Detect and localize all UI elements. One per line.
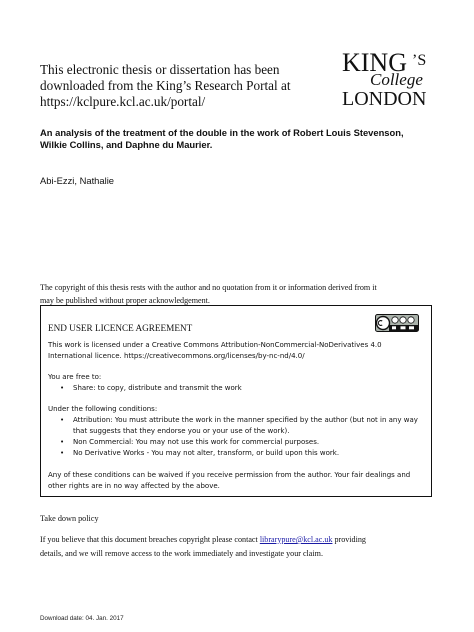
bullet-icon: •	[60, 438, 65, 446]
bullet-icon: •	[60, 384, 65, 392]
portal-notice-line: downloaded from the King’s Research Portal at	[40, 78, 291, 93]
copyright-line: The copyright of this thesis rests with the author and no quotation from it or information derived from it	[40, 283, 377, 292]
bullet-icon: •	[60, 449, 65, 457]
waiver-line: other rights are in no way affected by the above.	[48, 482, 220, 490]
kcl-logo-icon	[340, 47, 440, 111]
licence-title: END USER LICENCE AGREEMENT	[48, 323, 193, 333]
portal-notice-line: This electronic thesis or dissertation has been	[40, 62, 280, 77]
logo-apostrophe-s-text: ’S	[412, 52, 427, 69]
takedown-heading: Take down policy	[40, 514, 99, 523]
contact-email-link[interactable]: librarypure@kcl.ac.uk	[259, 535, 333, 544]
copyright-statement	[40, 281, 440, 307]
free-to-heading: You are free to:	[48, 373, 102, 381]
licence-agreement-box	[40, 305, 432, 497]
portal-notice-line: https://kclpure.kcl.ac.uk/portal/	[40, 94, 206, 109]
free-to-item-text: Share: to copy, distribute and transmit the work	[73, 384, 242, 392]
licence-intro-line: International licence. https://creativecommons.org/licenses/by-nc-nd/4.0/	[48, 352, 305, 360]
thesis-author: Abi-Ezzi, Nathalie	[40, 175, 114, 186]
bullet-icon: •	[60, 416, 65, 424]
creative-commons-badge-icon	[375, 314, 419, 332]
takedown-line-start: If you believe that this document breaches copyright please contact	[40, 535, 260, 544]
licence-intro-line: This work is licensed under a Creative Commons Attribution-NonCommercial-NoDerivatives 4.0	[48, 341, 382, 349]
logo-london-text: LONDON	[342, 88, 427, 110]
logo-college-text: College	[370, 70, 423, 89]
kings-college-london-logo	[340, 47, 440, 111]
takedown-line	[40, 533, 440, 547]
thesis-title-line: An analysis of the treatment of the double in the work of Robert Louis Stevenson,	[40, 127, 404, 138]
condition-item-text: Non Commercial: You may not use this work for commercial purposes.	[73, 438, 320, 446]
portal-notice	[40, 62, 320, 110]
condition-item-text: No Derivative Works - You may not alter, transform, or build upon this work.	[73, 449, 340, 457]
takedown-line: details, and we will remove access to the work immediately and investigate your claim.	[40, 548, 323, 558]
condition-item-text: Attribution: You must attribute the work in the manner specified by the author (but not in any way that suggests that they endorse you or your use of the work).	[73, 416, 418, 435]
download-date: Download date: 04. Jan. 2017	[40, 615, 124, 622]
copyright-line: may be published without proper acknowledgement.	[40, 296, 210, 305]
thesis-title-line: Wilkie Collins, and Daphne du Maurier.	[40, 138, 213, 150]
thesis-title	[40, 127, 440, 150]
takedown-line-end: providing	[332, 535, 366, 544]
takedown-text	[40, 533, 440, 560]
conditions-heading: Under the following conditions:	[48, 405, 158, 413]
logo-king-text: KING	[342, 48, 407, 77]
waiver-line: Any of these conditions can be waived if you receive permission from the author. Your fair dealings and	[48, 471, 411, 479]
